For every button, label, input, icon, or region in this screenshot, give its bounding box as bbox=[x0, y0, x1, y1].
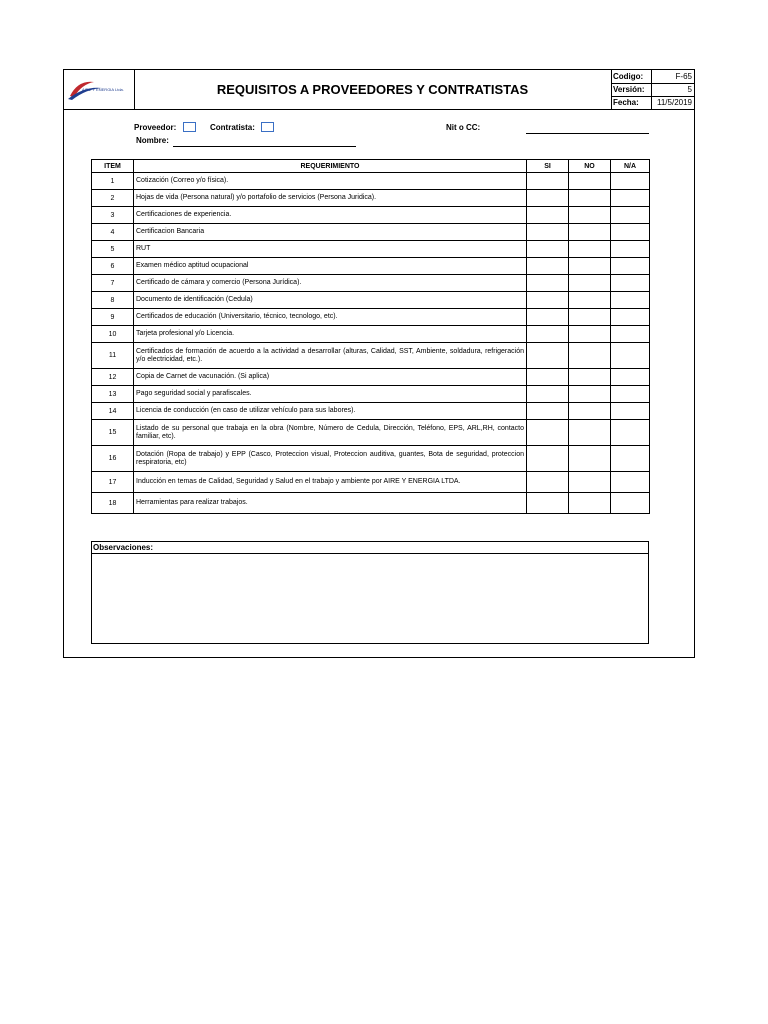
header-na: N/A bbox=[611, 160, 650, 173]
item-number: 17 bbox=[92, 472, 134, 493]
version-value: 5 bbox=[687, 85, 692, 94]
na-cell[interactable] bbox=[611, 446, 650, 472]
version-label: Versión: bbox=[613, 85, 645, 94]
item-number: 6 bbox=[92, 258, 134, 275]
requirement-text: RUT bbox=[134, 241, 527, 258]
si-cell[interactable] bbox=[527, 493, 569, 514]
table-row bbox=[92, 190, 650, 207]
requirement-text: Listado de su personal que trabaja en la obra (Nombre, Número de Cedula, Dirección, Teléfono, EPS, ARL,RH, contacto familiar, etc). bbox=[134, 420, 527, 446]
item-number: 1 bbox=[92, 173, 134, 190]
proveedor-label: Proveedor: bbox=[134, 123, 177, 132]
requirement-text: Certificaciones de experiencia. bbox=[134, 207, 527, 224]
codigo-label: Codigo: bbox=[613, 72, 644, 81]
header-requerimiento: REQUERIMIENTO bbox=[134, 160, 527, 173]
no-cell[interactable] bbox=[569, 386, 611, 403]
si-cell[interactable] bbox=[527, 275, 569, 292]
no-cell[interactable] bbox=[569, 420, 611, 446]
si-cell[interactable] bbox=[527, 207, 569, 224]
item-number: 5 bbox=[92, 241, 134, 258]
nombre-field[interactable] bbox=[173, 146, 356, 147]
fecha-value: 11/5/2019 bbox=[657, 98, 692, 107]
item-number: 7 bbox=[92, 275, 134, 292]
table-row bbox=[92, 309, 650, 326]
na-cell[interactable] bbox=[611, 241, 650, 258]
na-cell[interactable] bbox=[611, 343, 650, 369]
na-cell[interactable] bbox=[611, 369, 650, 386]
table-row bbox=[92, 207, 650, 224]
no-cell[interactable] bbox=[569, 292, 611, 309]
item-number: 15 bbox=[92, 420, 134, 446]
logo-swoosh-icon bbox=[64, 70, 134, 109]
header-item: ITEM bbox=[92, 160, 134, 173]
item-number: 4 bbox=[92, 224, 134, 241]
item-number: 9 bbox=[92, 309, 134, 326]
na-cell[interactable] bbox=[611, 190, 650, 207]
na-cell[interactable] bbox=[611, 386, 650, 403]
item-number: 10 bbox=[92, 326, 134, 343]
no-cell[interactable] bbox=[569, 224, 611, 241]
requirement-text: Inducción en temas de Calidad, Seguridad y Salud en el trabajo y ambiente por AIRE Y ENERGIA LTDA. bbox=[134, 472, 527, 493]
no-cell[interactable] bbox=[569, 241, 611, 258]
no-cell[interactable] bbox=[569, 309, 611, 326]
na-cell[interactable] bbox=[611, 258, 650, 275]
header-no: NO bbox=[569, 160, 611, 173]
requirement-text: Licencia de conducción (en caso de utilizar vehículo para sus labores). bbox=[134, 403, 527, 420]
requirement-text: Copia de Carnet de vacunación. (Si aplica) bbox=[134, 369, 527, 386]
si-cell[interactable] bbox=[527, 258, 569, 275]
table-row bbox=[92, 224, 650, 241]
requirement-text: Certificacion Bancaria bbox=[134, 224, 527, 241]
si-cell[interactable] bbox=[527, 369, 569, 386]
si-cell[interactable] bbox=[527, 241, 569, 258]
table-row bbox=[92, 493, 650, 514]
na-cell[interactable] bbox=[611, 326, 650, 343]
nit-field[interactable] bbox=[526, 133, 649, 134]
na-cell[interactable] bbox=[611, 207, 650, 224]
table-row bbox=[92, 420, 650, 446]
item-number: 12 bbox=[92, 369, 134, 386]
item-number: 11 bbox=[92, 343, 134, 369]
no-cell[interactable] bbox=[569, 190, 611, 207]
table-row bbox=[92, 446, 650, 472]
logo-text: AIRE Y ENERGIA Ltda. bbox=[82, 87, 124, 92]
contratista-label: Contratista: bbox=[210, 123, 255, 132]
na-cell[interactable] bbox=[611, 173, 650, 190]
table-row bbox=[92, 403, 650, 420]
version-row bbox=[611, 83, 694, 96]
header-si: SI bbox=[527, 160, 569, 173]
codigo-row bbox=[611, 70, 694, 83]
page-title: REQUISITOS A PROVEEDORES Y CONTRATISTAS bbox=[134, 70, 612, 109]
proveedor-checkbox[interactable] bbox=[183, 122, 196, 132]
nit-label: Nit o CC: bbox=[446, 123, 481, 132]
na-cell[interactable] bbox=[611, 224, 650, 241]
si-cell[interactable] bbox=[527, 326, 569, 343]
requirement-text: Pago seguridad social y parafiscales. bbox=[134, 386, 527, 403]
na-cell[interactable] bbox=[611, 472, 650, 493]
table-row bbox=[92, 292, 650, 309]
no-cell[interactable] bbox=[569, 403, 611, 420]
fecha-row bbox=[611, 96, 694, 109]
na-cell[interactable] bbox=[611, 275, 650, 292]
item-number: 8 bbox=[92, 292, 134, 309]
na-cell[interactable] bbox=[611, 292, 650, 309]
document-metadata bbox=[611, 70, 694, 109]
table-row bbox=[92, 343, 650, 369]
no-cell[interactable] bbox=[569, 343, 611, 369]
requirement-text: Certificado de cámara y comercio (Persona Jurídica). bbox=[134, 275, 527, 292]
no-cell[interactable] bbox=[569, 258, 611, 275]
requirement-text: Dotación (Ropa de trabajo) y EPP (Casco, Proteccion visual, Proteccion auditiva, guantes, Bota de seguridad, proteccion respiratoria, etc) bbox=[134, 446, 527, 472]
na-cell[interactable] bbox=[611, 309, 650, 326]
si-cell[interactable] bbox=[527, 190, 569, 207]
no-cell[interactable] bbox=[569, 493, 611, 514]
table-row bbox=[92, 173, 650, 190]
no-cell[interactable] bbox=[569, 369, 611, 386]
no-cell[interactable] bbox=[569, 472, 611, 493]
requirement-text: Certificados de formación de acuerdo a la actividad a desarrollar (alturas, Calidad, SST, Ambiente, soldadura, refrigeración y/o electricidad, etc.). bbox=[134, 343, 527, 369]
contratista-checkbox[interactable] bbox=[261, 122, 274, 132]
requirement-text: Tarjeta profesional y/o Licencia. bbox=[134, 326, 527, 343]
table-header-row bbox=[92, 160, 650, 173]
si-cell[interactable] bbox=[527, 224, 569, 241]
requirement-text: Hojas de vida (Persona natural) y/o portafolio de servicios (Persona Juridica). bbox=[134, 190, 527, 207]
company-logo bbox=[64, 70, 135, 109]
na-cell[interactable] bbox=[611, 493, 650, 514]
requirement-text: Certificados de educación (Universitario, técnico, tecnologo, etc). bbox=[134, 309, 527, 326]
requirement-text: Cotización (Correo y/o física). bbox=[134, 173, 527, 190]
si-cell[interactable] bbox=[527, 173, 569, 190]
form-header bbox=[64, 70, 694, 110]
si-cell[interactable] bbox=[527, 420, 569, 446]
no-cell[interactable] bbox=[569, 326, 611, 343]
codigo-value: F-65 bbox=[675, 72, 692, 81]
item-number: 3 bbox=[92, 207, 134, 224]
table-row bbox=[92, 369, 650, 386]
nombre-label: Nombre: bbox=[136, 136, 169, 145]
no-cell[interactable] bbox=[569, 275, 611, 292]
item-number: 18 bbox=[92, 493, 134, 514]
si-cell[interactable] bbox=[527, 386, 569, 403]
table-row bbox=[92, 472, 650, 493]
fecha-label: Fecha: bbox=[613, 98, 639, 107]
si-cell[interactable] bbox=[527, 309, 569, 326]
requirement-text: Herramientas para realizar trabajos. bbox=[134, 493, 527, 514]
na-cell[interactable] bbox=[611, 403, 650, 420]
si-cell[interactable] bbox=[527, 446, 569, 472]
item-number: 2 bbox=[92, 190, 134, 207]
si-cell[interactable] bbox=[527, 343, 569, 369]
requirement-text: Documento de identificación (Cedula) bbox=[134, 292, 527, 309]
table-row bbox=[92, 241, 650, 258]
item-number: 13 bbox=[92, 386, 134, 403]
table-row bbox=[92, 386, 650, 403]
no-cell[interactable] bbox=[569, 207, 611, 224]
observaciones-label: Observaciones: bbox=[92, 542, 648, 554]
requirements-table bbox=[91, 159, 650, 514]
no-cell[interactable] bbox=[569, 446, 611, 472]
na-cell[interactable] bbox=[611, 420, 650, 446]
si-cell[interactable] bbox=[527, 403, 569, 420]
si-cell[interactable] bbox=[527, 292, 569, 309]
table-row bbox=[92, 326, 650, 343]
requirement-text: Examen médico aptitud ocupacional bbox=[134, 258, 527, 275]
table-row bbox=[92, 258, 650, 275]
item-number: 14 bbox=[92, 403, 134, 420]
no-cell[interactable] bbox=[569, 173, 611, 190]
si-cell[interactable] bbox=[527, 472, 569, 493]
observaciones-box[interactable] bbox=[91, 541, 649, 644]
table-row bbox=[92, 275, 650, 292]
item-number: 16 bbox=[92, 446, 134, 472]
